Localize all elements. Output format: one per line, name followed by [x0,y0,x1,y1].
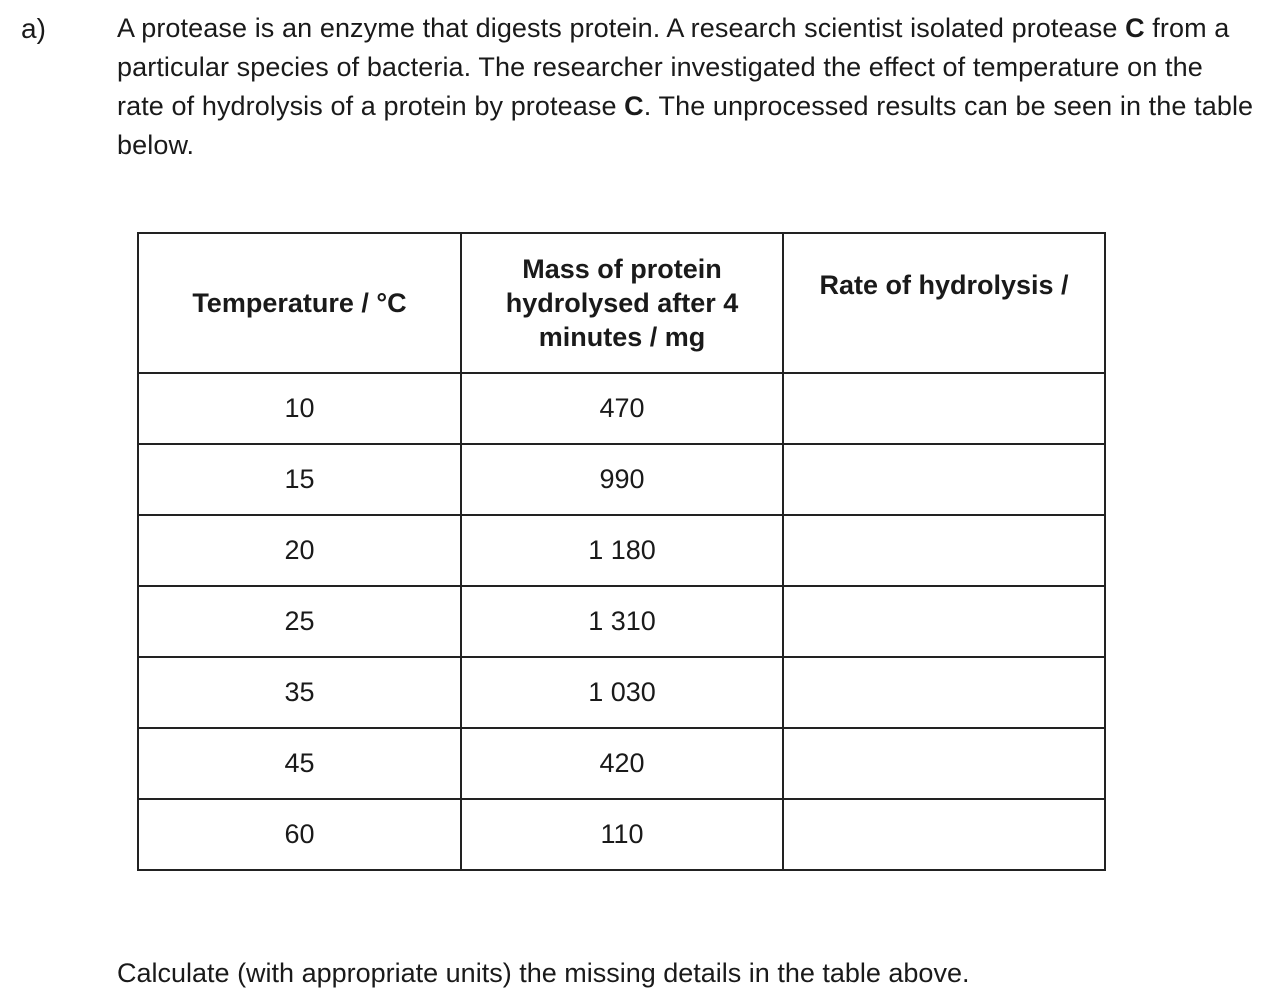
cell-temperature: 10 [138,373,461,444]
table-row [138,586,1105,657]
table-row [138,444,1105,515]
header-temperature: Temperature / °C [138,233,461,373]
calculation-instruction: Calculate (with appropriate units) the missing details in the table above. [117,958,970,988]
cell-mass: 990 [461,444,783,515]
cell-temperature: 35 [138,657,461,728]
intro-text-1: A protease is an enzyme that digests protein. A research scientist isolated protease [117,13,1126,43]
intro-text-2: from a particular species of bacteria. The researcher investigated the effect of temperature on the rate of hydrolysis of a protein by protease [117,13,1230,121]
cell-rate [783,728,1105,799]
cell-rate [783,373,1105,444]
results-table [137,232,1106,871]
cell-rate [783,799,1105,870]
protease-label-1: C [1125,13,1145,43]
protease-label-2: C [624,91,644,121]
table-row [138,373,1105,444]
table-header-row [138,233,1105,373]
table-row [138,515,1105,586]
cell-mass: 1 030 [461,657,783,728]
table-row [138,799,1105,870]
cell-rate [783,657,1105,728]
table-row [138,657,1105,728]
cell-rate [783,444,1105,515]
cell-mass: 1 310 [461,586,783,657]
header-rate: Rate of hydrolysis / [783,233,1105,373]
cell-mass: 110 [461,799,783,870]
cell-temperature: 20 [138,515,461,586]
cell-mass: 470 [461,373,783,444]
cell-temperature: 60 [138,799,461,870]
cell-rate [783,515,1105,586]
table-row [138,728,1105,799]
cell-mass: 1 180 [461,515,783,586]
intro-text-3: . The unprocessed results can be seen in the table below. [117,91,1254,160]
cell-rate [783,586,1105,657]
cell-mass: 420 [461,728,783,799]
header-mass: Mass of protein hydrolysed after 4 minutes / mg [461,233,783,373]
cell-temperature: 15 [138,444,461,515]
cell-temperature: 25 [138,586,461,657]
cell-temperature: 45 [138,728,461,799]
question-label: a) [21,13,46,44]
question-intro [117,9,1257,165]
